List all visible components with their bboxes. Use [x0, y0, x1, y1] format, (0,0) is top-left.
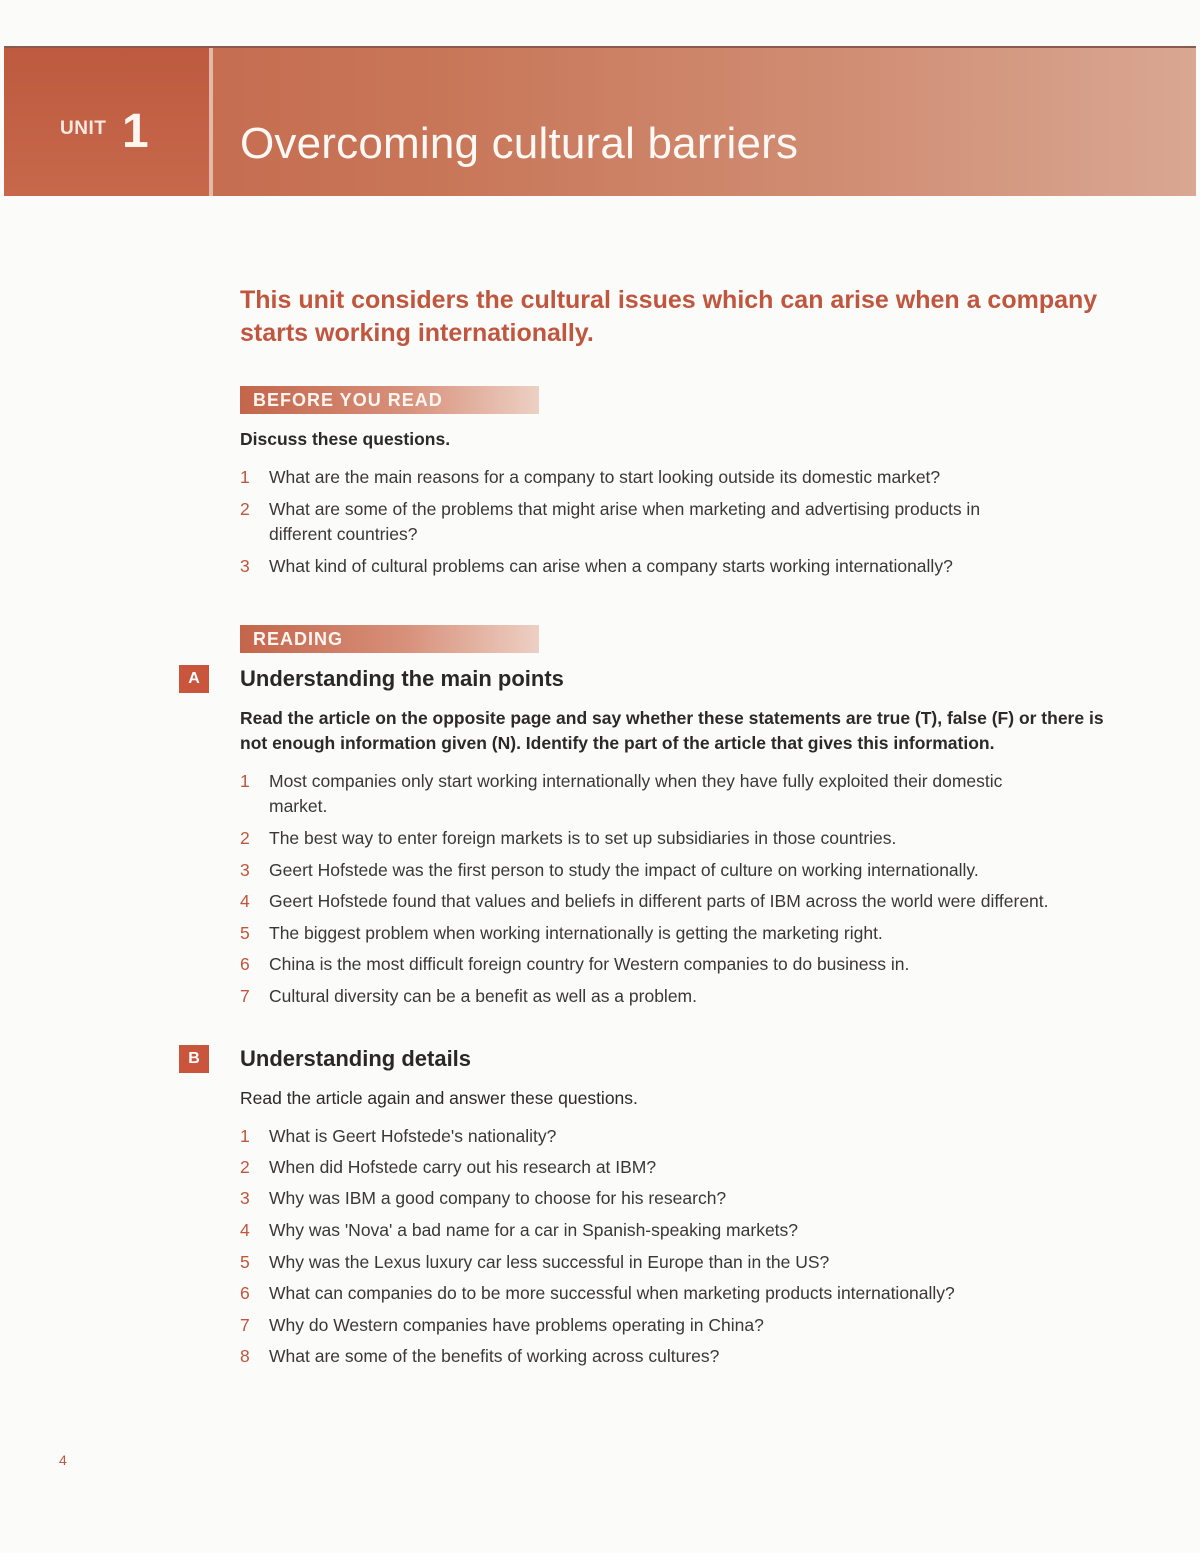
item-number: 7: [240, 986, 250, 1006]
reading-heading: [240, 625, 539, 653]
item-number: 2: [240, 1157, 250, 1177]
item-text: Geert Hofstede was the first person to study the impact of culture on working internationally.: [269, 860, 979, 880]
item-number: 3: [240, 860, 250, 880]
item-text: Why was the Lexus luxury car less successful in Europe than in the US?: [269, 1252, 830, 1272]
item-number: 1: [240, 1126, 250, 1146]
item-number: 6: [240, 954, 250, 974]
section-a-title: Understanding the main points: [240, 666, 564, 691]
section-b-title: Understanding details: [240, 1046, 472, 1071]
item-text: Why was 'Nova' a bad name for a car in Spanish-speaking markets?: [269, 1220, 799, 1240]
section-b-instruction: Read the article again and answer these questions.: [240, 1088, 638, 1108]
item-text: Why do Western companies have problems operating in China?: [269, 1315, 764, 1335]
item-text: What kind of cultural problems can arise when a company starts working internationally?: [269, 556, 953, 576]
unit-intro: This unit considers the cultural issues which can arise when a company starts working internationally.: [240, 286, 1098, 347]
before-you-read-instruction: Discuss these questions.: [240, 429, 451, 449]
item-number: 1: [240, 467, 250, 487]
before-you-read-label: BEFORE YOU READ: [253, 390, 443, 410]
item-number: 3: [240, 1188, 250, 1208]
item-text: What are the main reasons for a company to start looking outside its domestic market?: [269, 467, 941, 487]
item-text: The best way to enter foreign markets is to set up subsidiaries in those countries.: [269, 828, 897, 848]
item-number: 5: [240, 1252, 250, 1272]
item-text: What are some of the problems that might arise when marketing and advertising products in different countries?: [269, 499, 981, 544]
item-text: Most companies only start working internationally when they have fully exploited their domestic market.: [269, 771, 1003, 816]
section-a-instruction: Read the article on the opposite page and say whether these statements are true (T), false (F) or there is not enough information given (N). Identify the part of the article that gives this information.: [240, 708, 1104, 753]
item-number: 1: [240, 771, 250, 791]
item-number: 2: [240, 499, 250, 519]
item-number: 7: [240, 1315, 250, 1335]
item-number: 5: [240, 923, 250, 943]
item-text: Cultural diversity can be a benefit as well as a problem.: [269, 986, 697, 1006]
item-number: 4: [240, 1220, 250, 1240]
item-text: When did Hofstede carry out his research at IBM?: [269, 1157, 657, 1177]
item-number: 2: [240, 828, 250, 848]
item-text: What are some of the benefits of working across cultures?: [269, 1346, 720, 1366]
unit-number: 1: [122, 105, 149, 158]
item-text: Why was IBM a good company to choose for his research?: [269, 1188, 727, 1208]
item-number: 4: [240, 891, 250, 911]
before-you-read-heading: [240, 386, 539, 414]
reading-label: READING: [253, 629, 344, 649]
item-text: China is the most difficult foreign country for Western companies to do business in.: [269, 954, 910, 974]
item-text: What can companies do to be more successful when marketing products internationally?: [269, 1283, 955, 1303]
item-text: The biggest problem when working internationally is getting the marketing right.: [269, 923, 883, 943]
item-text: What is Geert Hofstede's nationality?: [269, 1126, 557, 1146]
item-number: 6: [240, 1283, 250, 1303]
item-number: 3: [240, 556, 250, 576]
page-number: 4: [59, 1452, 67, 1468]
section-b-badge: B: [179, 1045, 209, 1073]
unit-label: UNIT: [60, 118, 107, 139]
item-number: 8: [240, 1346, 250, 1366]
item-text: Geert Hofstede found that values and beliefs in different parts of IBM across the world were different.: [269, 891, 1049, 911]
section-a-badge: A: [179, 665, 209, 693]
unit-badge: [4, 48, 213, 196]
page-title: Overcoming cultural barriers: [240, 119, 799, 168]
